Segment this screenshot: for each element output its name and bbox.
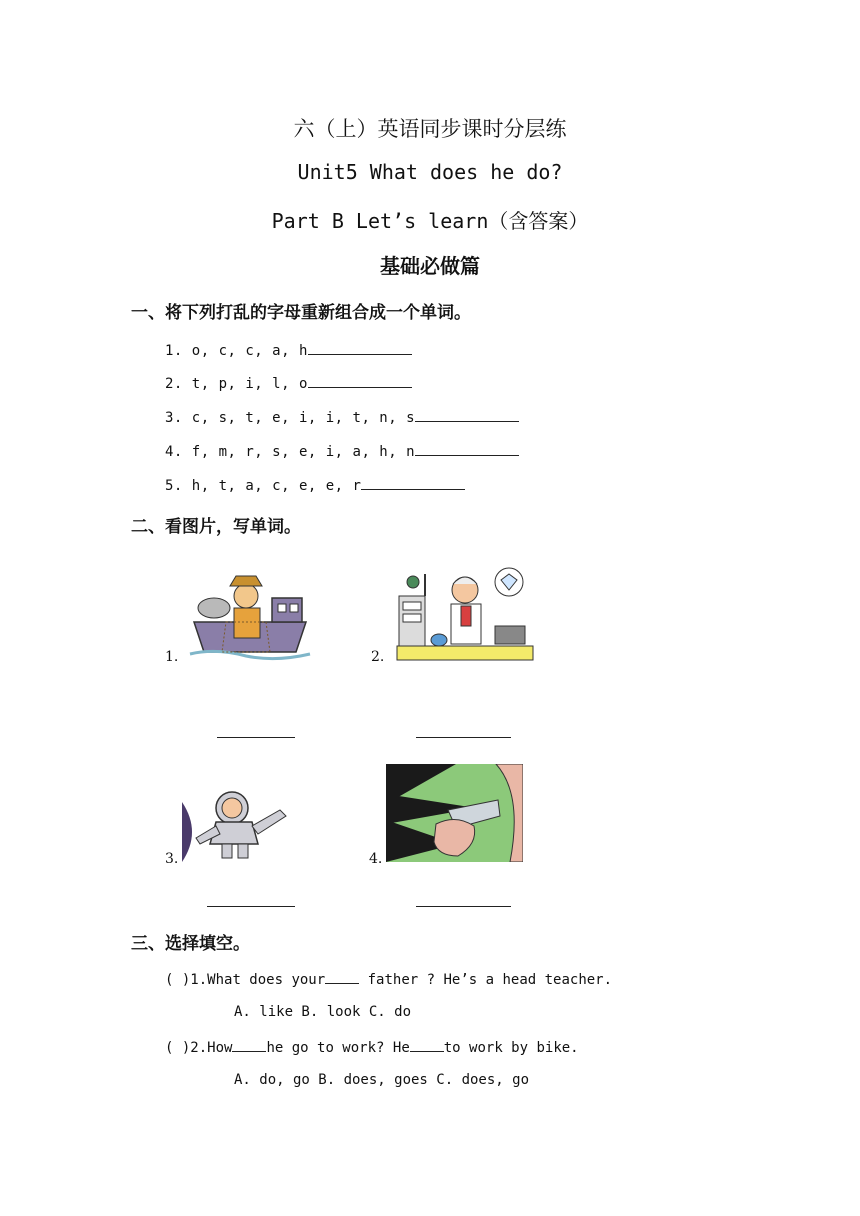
scramble-item-5 (165, 475, 465, 494)
question-text-a: How (207, 1040, 233, 1056)
unit-title: Unit5 What does he do? (297, 160, 563, 184)
answer-paren[interactable]: ( ) (165, 972, 191, 988)
item-number: 5. (165, 478, 183, 494)
picture-4-answer-line[interactable] (416, 906, 511, 907)
scramble-item-3 (165, 407, 519, 426)
item-letters: f, m, r, s, e, i, a, h, n (191, 444, 416, 460)
answer-paren[interactable]: ( ) (165, 1040, 191, 1056)
item-number: 2. (165, 376, 183, 392)
section1-heading: 一、将下列打乱的字母重新组合成一个单词。 (131, 303, 471, 323)
choice-question-2 (165, 1038, 579, 1056)
picture-2-answer-line[interactable] (416, 737, 511, 738)
question-blank (232, 1038, 266, 1052)
item-letters: c, s, t, e, i, i, t, n, s (191, 410, 416, 426)
picture-2-number: 2. (371, 649, 385, 665)
section3-heading: 三、选择填空。 (131, 934, 250, 954)
question-blank (410, 1038, 444, 1052)
level-title: 基础必做篇 (380, 254, 480, 278)
document-title: 六（上）英语同步课时分层练 (293, 117, 567, 141)
question-text-b: he go to work? He (266, 1040, 410, 1056)
item-number: 4. (165, 444, 183, 460)
scientist-image (395, 566, 535, 662)
picture-1-answer-line[interactable] (217, 737, 295, 738)
question-blank (325, 970, 359, 984)
astronaut-image (182, 782, 292, 862)
item-letters: t, p, i, l, o (191, 376, 308, 392)
pilot-image (386, 764, 523, 862)
item-letters: o, c, c, a, h (191, 343, 308, 359)
question-2-options: A. do, go B. does, goes C. does, go (234, 1072, 530, 1088)
question-1-options: A. like B. look C. do (234, 1004, 412, 1020)
answer-blank[interactable] (415, 441, 519, 456)
answer-blank[interactable] (308, 340, 412, 355)
picture-1-number: 1. (165, 649, 179, 665)
picture-3-number: 3. (165, 851, 179, 867)
answer-blank[interactable] (308, 373, 412, 388)
answer-blank[interactable] (415, 407, 519, 422)
picture-4-number: 4. (369, 851, 383, 867)
item-number: 1. (165, 343, 183, 359)
question-text-c: to work by bike. (443, 1040, 579, 1056)
scramble-item-4 (165, 441, 519, 460)
fisherman-image (186, 562, 314, 662)
question-number: 2. (190, 1040, 208, 1056)
question-text-start: What does your (207, 972, 326, 988)
scramble-item-1 (165, 340, 412, 359)
question-number: 1. (190, 972, 208, 988)
part-title: Part B Let’s learn（含答案） (271, 209, 589, 233)
item-letters: h, t, a, c, e, e, r (191, 478, 362, 494)
item-number: 3. (165, 410, 183, 426)
question-text-end: father ? He’s a head teacher. (359, 972, 613, 988)
scramble-item-2 (165, 373, 412, 392)
choice-question-1 (165, 970, 612, 988)
section2-heading: 二、看图片，写单词。 (131, 517, 301, 537)
picture-3-answer-line[interactable] (207, 906, 295, 907)
answer-blank[interactable] (361, 475, 465, 490)
